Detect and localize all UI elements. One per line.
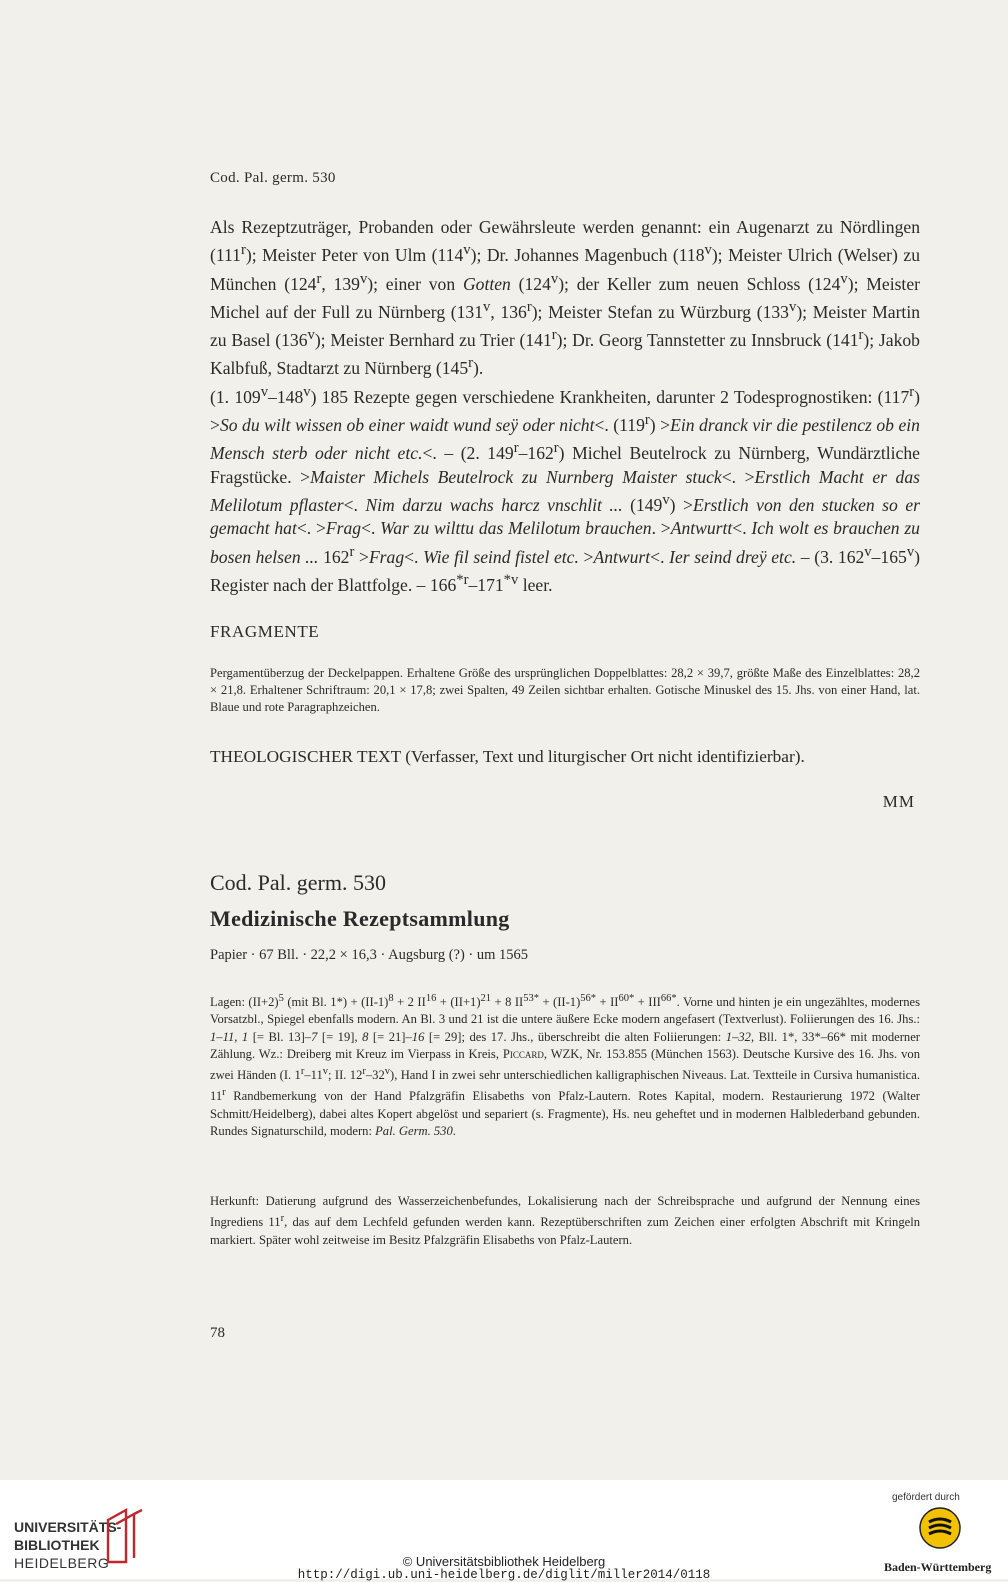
- herkunft-paragraph: Herkunft: Datierung aufgrund des Wasserzeichenbefundes, Lokalisierung nach der Schreibsprache und aufgrund der Nennung eines Ingrediens 11$^r$, das auf dem Lechfeld gefunden werden kann. Rezeptüberschriften zum Zeichen einer erfolgten Abschrift mit Kringeln markiert. Später wohl zeitweise im Besitz Pfalzgräfin Elisabeths von Pfalz-Lautern.: [210, 1194, 921, 1247]
- running-head: Cod. Pal. germ. 530: [210, 170, 336, 186]
- author-initials: MM: [882, 792, 915, 811]
- page-number: 78: [210, 1325, 225, 1341]
- codex-title: Medizinische Rezeptsammlung: [210, 906, 510, 931]
- ub-logo-line3: HEIDELBERG: [14, 1555, 110, 1571]
- footer-bar: [0, 1480, 1008, 1582]
- sponsor-name: Baden-Württemberg: [884, 1560, 992, 1574]
- fragmente-description: Pergamentüberzug der Deckelpappen. Erhaltene Größe des ursprünglichen Doppelblattes: 28,2 × 39,7, größte Maße des Einzelblattes: 28,2 × 21,8. Erhaltener Schriftraum: 20,1 × 17,8; zwei Spalten, 49 Zeilen sichtbar erhalten. Gotische Minuskel des 15. Jhs. von einer Hand, lat. Blaue und rote Paragraphzeichen.: [210, 666, 920, 715]
- lagen-description: Lagen: $(II+2)^5$ (mit Bl. $1*) + (II-1)^8 + 2$ $II^{16} + (II+1)^{21} + 8$ $II^{53*} + (II-1)^{56*} + II^{60*} + III^{66*}$. Vorne und hinten je ein ungezähltes, modernes Vorsatzbl., Spiegel ebenfalls modern. An Bl. 3 und 21 ist die untere äußere Ecke modern angefasert (Textverlust). Foliierungen des 16. Jhs.: 1–11, 1 [= Bl. 13]–7 [= 19], 8 [= 21]–16 [= 29]; des 17. Jhs., überschreibt die alten Foliierungen: 1–32, Bll. 1*, 33*–66* mit moderner Zählung. Wz.: Dreiberg mit Kreuz im Vierpass in Kreis, Piccard, WZK, Nr. 153.855 (München 1563). Deutsche Kursive des 16. Jhs. von zwei Händen (I. 1$^r$–11$^v$; II. 12$^r$–32$^v$), Hand I in zwei sehr unterschiedlichen kalligraphischen Niveaus. Lat. Textteile in Cursiva humanistica. 11$^r$ Randbemerkung von der Hand Pfalzgräfin Elisabeths von Pfalz-Lautern. Rotes Kapital, modern. Restaurierung 1972 (Walter Schmitt/Heidelberg), dabei altes Kopert abgelöst und separiert (s. Fragmente), Hs. neu geheftet und in modernen Halblederband gebunden. Rundes Signaturschild, modern: Pal. Germ. 530.: [210, 993, 921, 1138]
- fragmente-heading: FRAGMENTE: [210, 622, 320, 641]
- baden-wuerttemberg-crest-icon: [918, 1506, 962, 1550]
- body-paragraph: Als Rezeptzuträger, Probanden oder Gewährsleute werden genannt: ein Augenarzt zu Nördlingen (111$^r$); Meister Peter von Ulm (114$^v$); Dr. Johannes Magenbuch (118$^v$); Meister Ulrich (Welser) zu München (124$^r$, 139$^v$); einer von Gotten (124$^v$); der Keller zum neuen Schloss (124$^v$); Meister Michel auf der Full zu Nürnberg (131$^v$, 136$^r$); Meister Stefan zu Würzburg (133$^v$); Meister Martin zu Basel (136$^v$); Meister Bernhard zu Trier (141$^r$); Dr. Georg Tannstetter zu Innsbruck (141$^r$); Jakob Kalbfuß, Stadtarzt zu Nürnberg (145$^r$). (1. 109$^v$–148$^v$) 185 Rezepte gegen verschiedene Krankheiten, darunter 2 Todesprognostiken: $(117^r) >So$ du wilt wissen ob einer waidt wund seÿ oder nicht<. $(119^r) >Ein$ dranck vir die pestilencz ob ein Mensch sterb oder nicht etc.<. – (2. 149$^r$–162$^r$) Michel Beutelrock zu Nürnberg, Wundärztliche Fragstücke. >Maister Michels Beutelrock zu Nurnberg Maister stuck<. >Erstlich Macht er das Melilotum pflaster<. Nim darzu wachs harcz vnschlit ... $(149^v)$ >Erstlich von den stucken so er gemacht hat<. >Frag<. War zu wilttu das Melilotum brauchen. >Antwurtt<. Ich wolt es brauchen zu bosen helsen ... $162^r$ >Frag<. Wie fil seind fistel etc. >Antwurt<. Ier seind dreÿ etc. – (3. 162$^v$–165$^v$) Register nach der Blattfolge. – 166$^{*r}$–171$^{*v}$ leer.: [210, 217, 921, 595]
- ub-logo-line1: UNIVERSITÄTS-: [14, 1519, 122, 1535]
- codex-meta: Papier · 67 Bll. · 22,2 × 16,3 · Augsburg (?) · um 1565: [210, 947, 529, 963]
- codex-signature: Cod. Pal. germ. 530: [210, 870, 386, 895]
- sponsor-label: gefördert durch: [892, 1492, 960, 1503]
- copyright-notice: © Universitätsbibliothek Heidelberg: [402, 1554, 606, 1569]
- ub-logo-line2: BIBLIOTHEK: [14, 1537, 100, 1553]
- permalink-url[interactable]: http://digi.ub.uni-heidelberg.de/diglit/miller2014/0118: [297, 1568, 711, 1582]
- theological-text-line: THEOLOGISCHER TEXT (Verfasser, Text und liturgischer Ort nicht identifizierbar).: [210, 747, 805, 766]
